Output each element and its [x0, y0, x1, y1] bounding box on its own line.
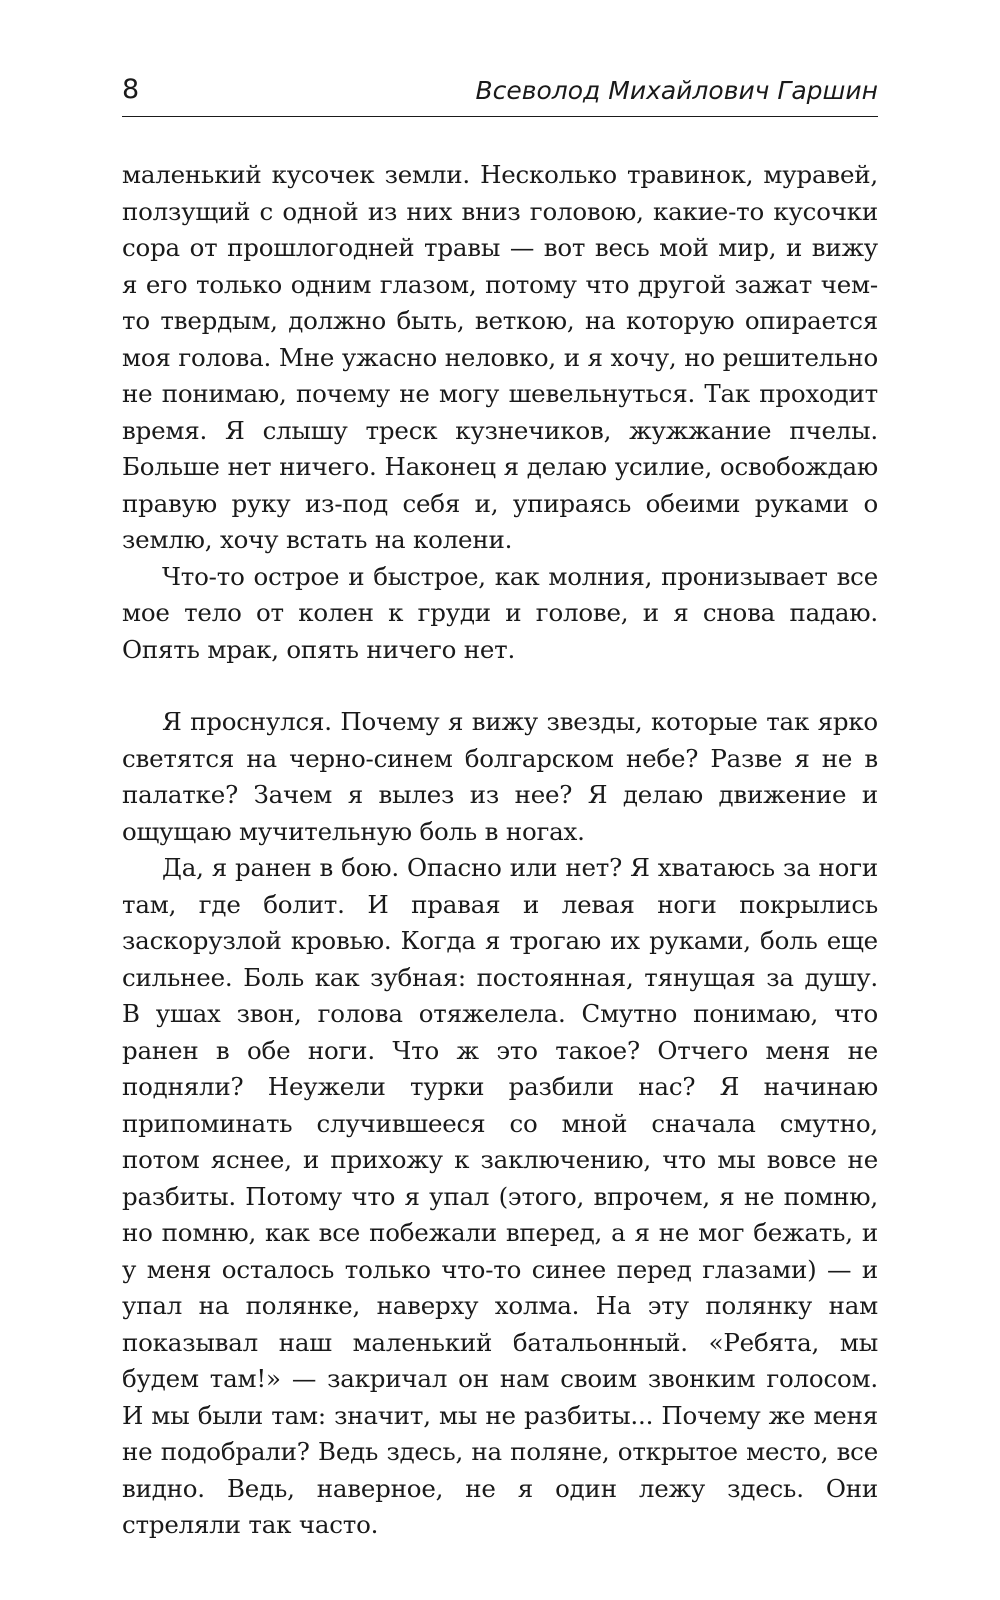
paragraph: Я проснулся. Почему я вижу звезды, которые так ярко светятся на черно-синем болгарском небе? Разве я не в палатке? Зачем я вылез из нее? Я делаю движение и ощущаю мучительную боль в ногах. — [122, 707, 878, 846]
section-break — [122, 668, 878, 704]
running-header — [122, 60, 878, 117]
paragraph: Что-то острое и быстрое, как молния, пронизывает все мое тело от колен к груди и голове, и я снова падаю. Опять мрак, опять ничего нет. — [122, 561, 878, 664]
running-header-author: Всеволод Михайлович Гаршин — [475, 76, 878, 105]
page-number: 8 — [122, 74, 140, 105]
book-page — [122, 60, 878, 1544]
paragraph: Да, я ранен в бою. Опасно или нет? Я хватаюсь за ноги там, где болит. И правая и левая ноги покрылись заскорузлой кровью. Когда я трогаю их руками, боль еще сильнее. Боль как зубная: постоянная, тянущая за душу. В ушах звон, голова отяжелела. Смутно понимаю, что ранен в обе ноги. Что ж это такое? Отчего меня не подняли? Неужели турки разбили нас? Я начинаю припоминать случившееся со мной сначала смутно, потом яснее, и прихожу к заключению, что мы вовсе не разбиты. Потому что я упал (этого, впрочем, я не помню, но помню, как все побежали вперед, а я не мог бежать, и у меня осталось только что-то синее перед глазами) — и упал на полянке, наверху холма. На эту полянку нам показывал наш маленький батальонный. «Ребята, мы будем там!» — закричал он нам своим звонким голосом. И мы были там: значит, мы не разбиты... Почему же меня не подобрали? Ведь здесь, на поляне, открытое место, все видно. Ведь, наверное, не я один лежу здесь. Они стреляли так часто. — [122, 853, 878, 1539]
paragraph-continued: маленький кусочек земли. Несколько травинок, муравей, ползущий с одной из них вниз головою, какие-то кусочки сора от прошлогодней травы — вот весь мой мир, и вижу я его только одним глазом, потому что другой зажат чем-то твердым, должно быть, веткою, на которую опирается моя голова. Мне ужасно неловко, и я хочу, но решительно не понимаю, почему не могу шевельнуться. Так проходит время. Я слышу треск кузнечиков, жужжание пчелы. Больше нет ничего. Наконец я делаю усилие, освобождаю правую руку из-под себя и, упираясь обеими руками о землю, хочу встать на колени. — [122, 160, 878, 554]
body-text — [122, 157, 878, 1544]
